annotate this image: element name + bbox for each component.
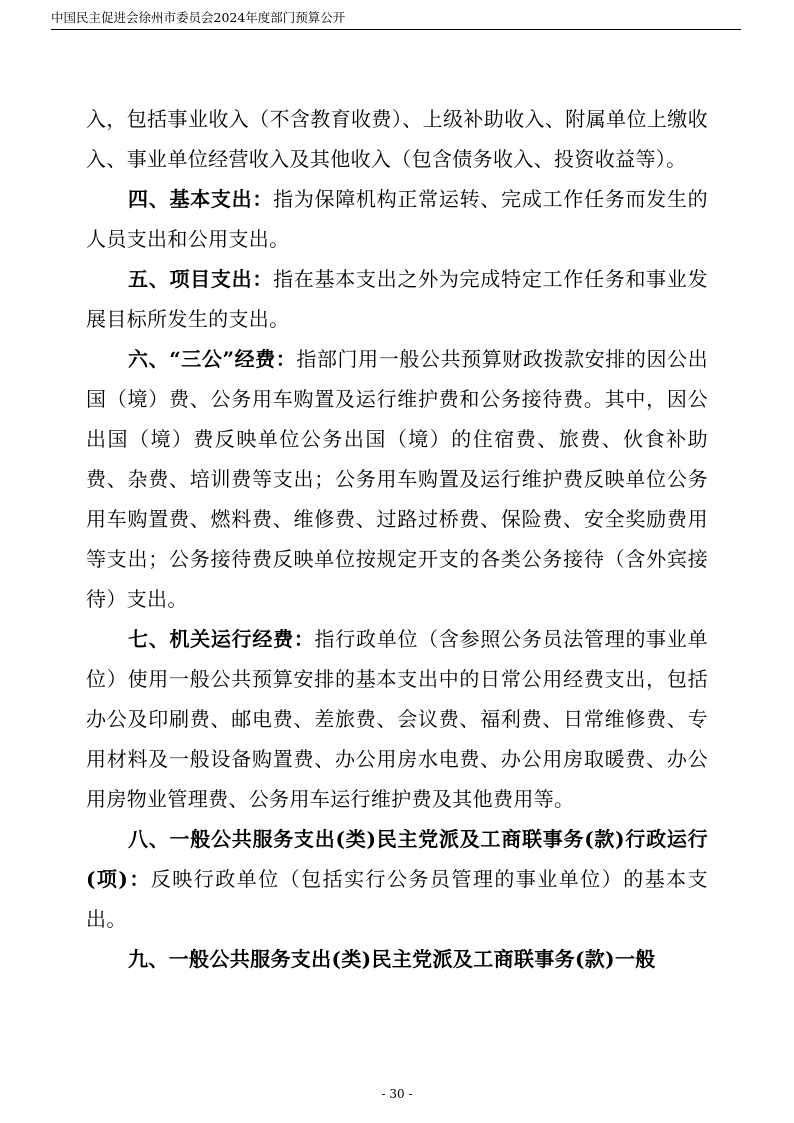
- paragraph-basic-expenditure: [86, 179, 708, 259]
- paragraph-text: 指为保障机构正常运转、完成工作任务而发生的人员支出和公用支出。: [86, 187, 708, 251]
- header-divider: [51, 29, 741, 30]
- paragraph-operating-expenses: [86, 619, 708, 819]
- paragraph-text: 入，包括事业收入（不含教育收费）、上级补助收入、附属单位上缴收入、事业单位经营收入及其他收入（包含债务收入、投资收益等）。: [86, 107, 708, 171]
- paragraph-general-public-services: [86, 939, 708, 979]
- paragraph-project-expenditure: [86, 259, 708, 339]
- page-number: - 30 -: [381, 1087, 413, 1101]
- document-body: [86, 99, 708, 979]
- paragraph-term: 五、项目支出：: [128, 267, 274, 291]
- paragraph-income-continued: [86, 99, 708, 179]
- paragraph-administrative-operation: [86, 819, 708, 939]
- paragraph-term: 四、基本支出：: [128, 187, 274, 211]
- paragraph-term: 八、一般公共服务支出(类)民主党派及工商联事务(款)行政运行(项)：: [86, 827, 708, 891]
- page-header: 中国民主促进会徐州市委员会2024年度部门预算公开: [51, 10, 346, 25]
- paragraph-text: 指行政单位（含参照公务员法管理的事业单位）使用一般公共预算安排的基本支出中的日常公用经费支出，包括办公及印刷费、邮电费、差旅费、会议费、福利费、日常维修费、专用材料及一般设备购置费、办公用房水电费、办公用房取暖费、办公用房物业管理费、公务用车运行维护费及其他费用等。: [86, 627, 708, 811]
- paragraph-term: 九、一般公共服务支出(类)民主党派及工商联事务(款)一般: [128, 947, 656, 971]
- paragraph-text: 指在基本支出之外为完成特定工作任务和事业发展目标所发生的支出。: [86, 267, 708, 331]
- paragraph-term: 七、机关运行经费：: [128, 627, 315, 651]
- paragraph-three-public-expenses: [86, 339, 708, 619]
- paragraph-text: 指部门用一般公共预算财政拨款安排的因公出国（境）费、公务用车购置及运行维护费和公务接待费。其中，因公出国（境）费反映单位公务出国（境）的住宿费、旅费、伙食补助费、杂费、培训费等支出；公务用车购置及运行维护费反映单位公务用车购置费、燃料费、维修费、过路过桥费、保险费、安全奖励费用等支出；公务接待费反映单位按规定开支的各类公务接待（含外宾接待）支出。: [86, 347, 708, 611]
- paragraph-term: 六、“三公”经费：: [128, 347, 297, 371]
- paragraph-text: 反映行政单位（包括实行公务员管理的事业单位）的基本支出。: [86, 867, 708, 931]
